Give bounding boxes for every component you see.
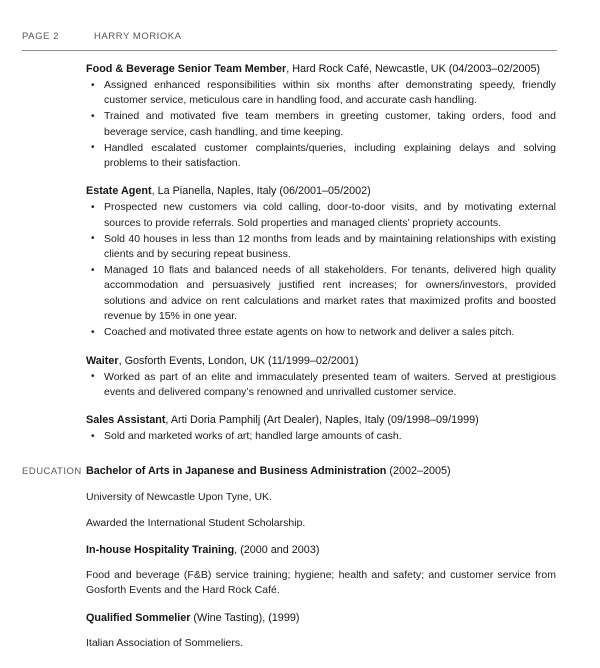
experience-entry [86, 354, 556, 401]
bullet-list [86, 78, 556, 171]
education-detail: Awarded the International Student Scholarship. [86, 516, 306, 529]
entry-heading [86, 184, 556, 199]
job-meta: , La Pianella, Naples, Italy (06/2001–05/2002) [151, 185, 371, 198]
job-title: Sales Assistant [86, 414, 166, 427]
page-number-label: PAGE 2 [22, 31, 59, 42]
bullet-list [86, 429, 556, 444]
page-running-header [22, 31, 557, 42]
entry-heading [86, 464, 556, 479]
experience-entries [86, 62, 556, 445]
section-education [0, 464, 600, 662]
job-title: Estate Agent [86, 185, 152, 198]
education-detail: Italian Association of Sommeliers. [86, 637, 243, 650]
bullet-list [86, 370, 556, 401]
job-meta: , Hard Rock Café, Newcastle, UK (04/2003–02/2005) [286, 63, 541, 75]
degree-title: Qualified Sommelier [86, 611, 191, 624]
job-title: Waiter [86, 354, 119, 367]
list-item: • Assigned enhanced responsibilities within six months after demonstrating speedy, friendly customer service, meticulous care in handling food, and accurate cash handling. [86, 78, 556, 109]
list-item: • Worked as part of an elite and immaculately presented team of waiters. Served at prestigious events and delivered company’s renowned and unrivalled customer service. [86, 370, 556, 401]
section-label-education: EDUCATION [22, 466, 82, 478]
resume-content [0, 62, 600, 662]
list-item: • Trained and motivated five team members in greeting customer, taking orders, food and beverage service, cash handling, and time keeping. [86, 109, 556, 140]
section-spacer [0, 445, 600, 464]
list-item: • Managed 10 flats and balanced needs of all stakeholders. For tenants, delivered high quality accommodation and persuasively justified rent increases; for owners/investors, provided solutions and advice on rent calculations and market rates that maximized profits and boosted revenue by 15% in one year. [86, 263, 556, 325]
experience-entry [86, 413, 556, 444]
entry-heading [86, 611, 556, 626]
education-entries [86, 464, 556, 662]
entry-heading [86, 62, 556, 77]
education-detail: Food and beverage (F&B) service training; hygiene; health and safety; and customer service from Gosforth Events and the Hard Rock Café. [86, 569, 556, 597]
entry-heading [86, 543, 556, 558]
list-item: • Coached and motivated three estate agents on how to network and deliver a sales pitch. [86, 325, 556, 340]
bullet-list [86, 200, 556, 340]
degree-title: Bachelor of Arts in Japanese and Business Administration [86, 465, 387, 478]
entry-heading [86, 354, 556, 369]
education-detail: University of Newcastle Upon Tyne, UK. [86, 490, 272, 503]
list-item: • Handled escalated customer complaints/queries, including explaining delays and solving problems to their satisfaction. [86, 141, 556, 172]
header-divider [22, 50, 557, 51]
experience-entry [86, 62, 556, 171]
job-meta: , Arti Doria Pamphilj (Art Dealer), Naples, Italy (09/1998–09/1999) [165, 414, 479, 427]
degree-title: In-house Hospitality Training [86, 543, 235, 556]
list-item: • Sold 40 houses in less than 12 months from leads and by maintaining relationships with existing clients and by securing repeat business. [86, 232, 556, 263]
job-meta: , Gosforth Events, London, UK (11/1999–02/2001) [118, 354, 359, 367]
experience-entry [86, 184, 556, 340]
entry-heading [86, 413, 556, 428]
degree-meta: (2002–2005) [386, 465, 451, 478]
candidate-name-header: HARRY MORIOKA [94, 31, 182, 42]
degree-meta: (Wine Tasting), (1999) [190, 611, 300, 624]
degree-meta: , (2000 and 2003) [234, 543, 320, 556]
education-entry [86, 611, 556, 652]
education-entry [86, 464, 556, 530]
list-item: • Prospected new customers via cold calling, door-to-door visits, and by motivating external sources to provide referrals. Sold properties and managed clients’ propriety accounts. [86, 200, 556, 231]
job-title: Food & Beverage Senior Team Member [86, 63, 287, 75]
list-item: • Sold and marketed works of art; handled large amounts of cash. [86, 429, 556, 444]
education-entry [86, 543, 556, 599]
section-experience [0, 62, 600, 445]
